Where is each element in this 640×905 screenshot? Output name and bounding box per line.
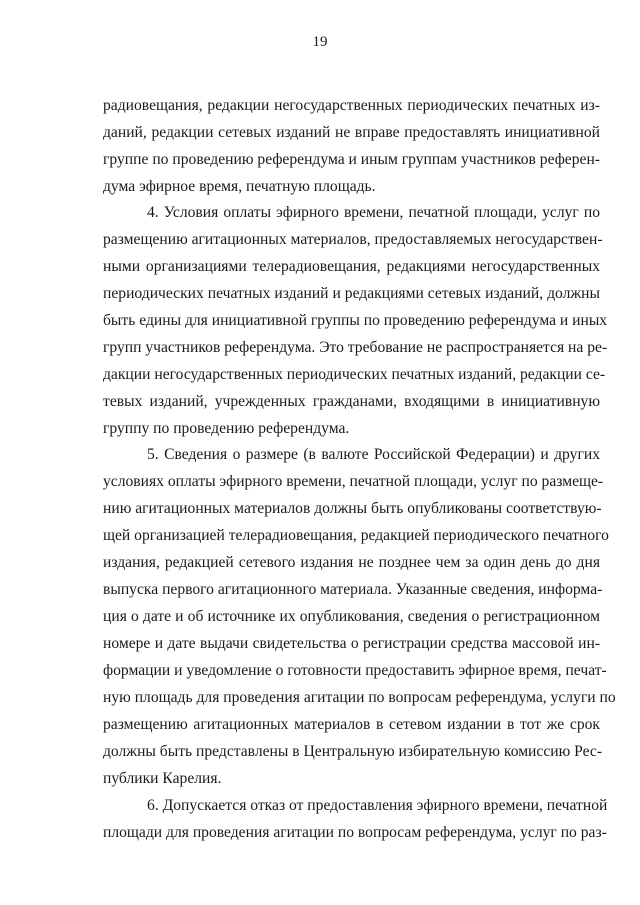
text-line: публики Карелия. (103, 770, 222, 787)
text-line: издания, редакцией сетевого издания не позднее чем за один день до дня (103, 554, 600, 571)
text-line: дакции негосударственных периодических печатных изданий, редакции се- (103, 366, 606, 383)
text-line: ными организациями телерадиовещания, редакциями негосударственных (103, 258, 600, 275)
text-line: площади для проведения агитации по вопросам референдума, услуг по раз- (103, 824, 607, 841)
page-number: 19 (312, 34, 328, 50)
text-line: размещению агитационных материалов, предоставляемых негосударствен- (103, 231, 603, 248)
text-line: 5. Сведения о размере (в валюте Российской Федерации) и других (147, 446, 600, 463)
text-line: быть едины для инициативной группы по проведению референдума и иных (103, 312, 608, 329)
text-line: выпуска первого агитационного материала. Указанные сведения, информа- (103, 581, 603, 598)
text-line: радиовещания, редакции негосударственных периодических печатных из- (103, 97, 600, 114)
text-line: ную площадь для проведения агитации по вопросам референдума, услуги по (103, 689, 616, 706)
text-line: размещению агитационных материалов в сетевом издании в тот же срок (103, 716, 600, 733)
text-line: дума эфирное время, печатную площадь. (103, 178, 376, 195)
text-line: условиях оплаты эфирного времени, печатной площади, услуг по размеще- (103, 473, 604, 490)
text-line: групп участников референдума. Это требование не распространяется на ре- (103, 339, 608, 356)
text-line: тевых изданий, учрежденных гражданами, входящими в инициативную (103, 393, 600, 410)
text-line: формации и уведомление о готовности предоставить эфирное время, печат- (103, 662, 607, 679)
text-line: щей организацией телерадиовещания, редакцией периодического печатного (103, 527, 609, 544)
text-line: 4. Условия оплаты эфирного времени, печатной площади, услуг по (147, 204, 600, 221)
text-line: группе по проведению референдума и иным группам участников референ- (103, 151, 600, 168)
text-line: должны быть представлены в Центральную избирательную комиссию Рес- (103, 743, 603, 760)
text-line: ция о дате и об источнике их опубликования, сведения о регистрационном (103, 608, 600, 625)
text-line: группу по проведению референдума. (103, 420, 350, 437)
text-line: нию агитационных материалов должны быть опубликованы соответствую- (103, 500, 602, 517)
text-line: даний, редакции сетевых изданий не вправе предоставлять инициативной (103, 124, 600, 141)
text-line: номере и дате выдачи свидетельства о регистрации средства массовой ин- (103, 635, 600, 652)
text-line: периодических печатных изданий и редакциями сетевых изданий, должны (103, 285, 600, 302)
text-line: 6. Допускается отказ от предоставления эфирного времени, печатной (147, 797, 608, 814)
